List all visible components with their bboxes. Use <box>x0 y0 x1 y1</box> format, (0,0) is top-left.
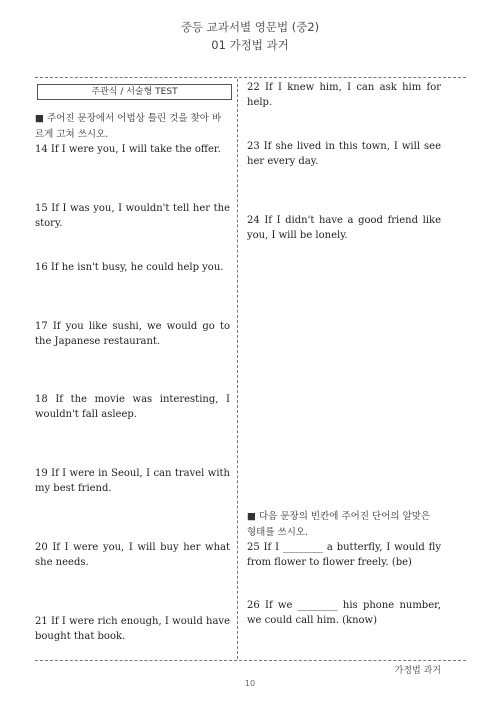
question-25: 25 If I ________ a butterfly, I would fly from flower to flower freely. (be) <box>247 542 441 568</box>
document-title: 중등 교과서별 영문법 (중2) <box>180 20 320 34</box>
section-title: 01 가정법 과거 <box>211 38 289 52</box>
question-18: 18 If the movie was interesting, I wouldn't fall asleep. <box>35 394 230 420</box>
instruction-text-2: ■ 다음 문장의 빈칸에 주어진 단어의 알맞은 형태를 쓰시오. <box>247 511 431 538</box>
question-21: 21 If I were rich enough, I would have bought that book. <box>35 616 230 642</box>
question-24: 24 If I didn't have a good friend like you, I will be lonely. <box>247 215 441 241</box>
question-23: 23 If she lived in this town, I will see her every day. <box>247 141 441 167</box>
test-label-box: 주관식 / 서술형 TEST <box>37 84 232 100</box>
footer-label: 가정법 과거 <box>394 666 441 676</box>
question-19: 19 If I were in Seoul, I can travel with my best friend. <box>35 468 230 494</box>
top-divider <box>35 77 466 78</box>
question-26: 26 If we ________ his phone number, we could call him. (know) <box>247 600 441 626</box>
question-15: 15 If I was you, I wouldn't tell her the story. <box>35 203 230 229</box>
question-22: 22 If I knew him, I can ask him for help. <box>247 82 441 108</box>
question-14: 14 If I were you, I will take the offer. <box>35 144 221 155</box>
page-number: 10 <box>244 679 256 688</box>
question-20: 20 If I were you, I will buy her what she needs. <box>35 542 230 568</box>
question-16: 16 If he isn't busy, he could help you. <box>35 262 224 273</box>
instruction-text: ■ 주어진 문장에서 어법상 틀린 것을 찾아 바르게 고쳐 쓰시오. <box>35 113 222 140</box>
question-17: 17 If you like sushi, we would go to the Japanese restaurant. <box>35 321 230 347</box>
column-divider <box>237 79 238 659</box>
bottom-divider <box>35 660 466 661</box>
